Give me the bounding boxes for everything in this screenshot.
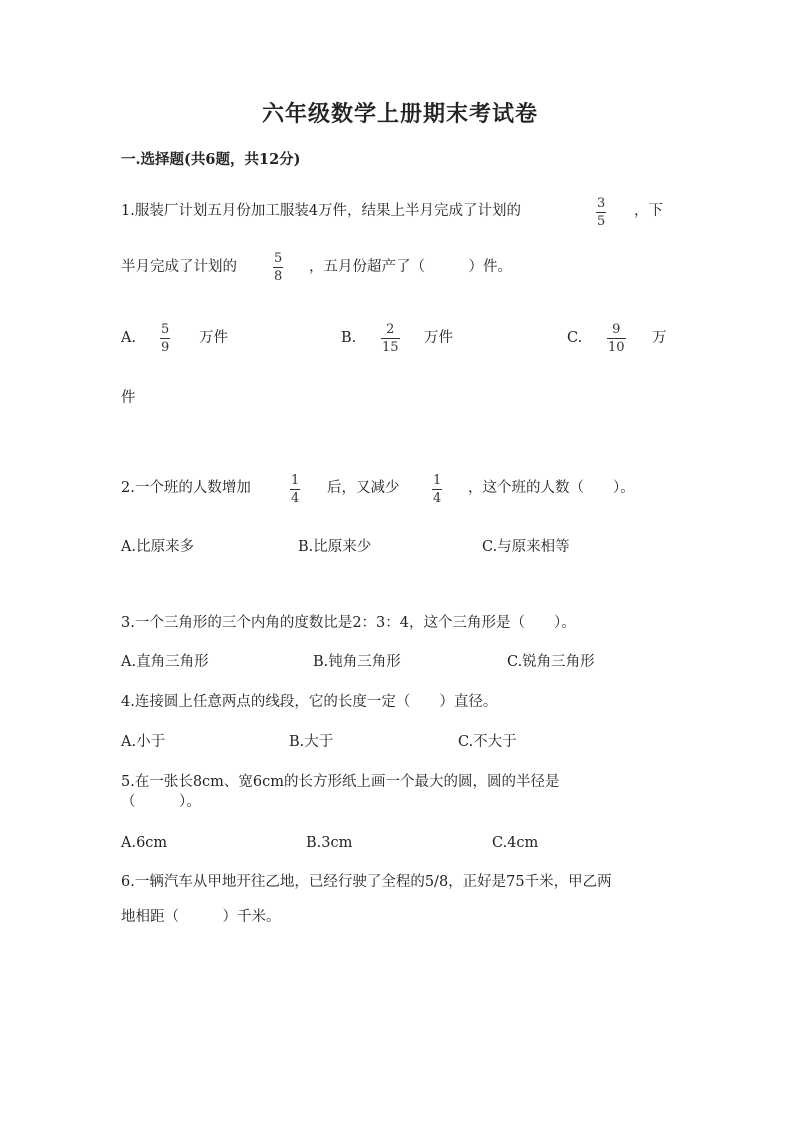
q2-text-2: 后，又减少 — [327, 480, 400, 496]
q1-line1-text: 1.服装厂计划五月份加工服装4万件，结果上半月完成了计划的 — [121, 203, 522, 219]
fraction-denominator: 10 — [608, 340, 625, 355]
fraction-bar — [607, 338, 626, 339]
q3-option-a[interactable]: A.直角三角形 — [121, 654, 209, 670]
q4-option-c[interactable]: C.不大于 — [458, 734, 517, 750]
q2-fraction-2 — [432, 473, 442, 506]
q1-option-b-unit: 万件 — [424, 330, 453, 346]
q1-fraction-2 — [273, 251, 283, 284]
q1-option-c-label[interactable]: C. — [567, 330, 583, 346]
q2-option-a[interactable]: A.比原来多 — [121, 539, 195, 555]
q4-option-b[interactable]: B.大于 — [289, 734, 334, 750]
q3-option-c[interactable]: C.锐角三角形 — [507, 654, 595, 670]
q1-line1-tail: ，下 — [634, 203, 663, 219]
fraction-numerator: 5 — [161, 322, 170, 337]
fraction-bar — [160, 338, 170, 339]
q5-line-1: 5.在一张长8cm、宽6cm的长方形纸上画一个最大的圆，圆的半径是 — [121, 774, 560, 790]
page-title: 六年级数学上册期末考试卷 — [261, 101, 538, 127]
q1-option-a-fraction — [160, 322, 170, 355]
fraction-numerator: 1 — [291, 473, 300, 488]
q1-option-c-unit: 万 — [652, 330, 667, 346]
q1-option-a-label[interactable]: A. — [121, 330, 137, 346]
q3-option-b[interactable]: B.钝角三角形 — [313, 654, 401, 670]
q1-fraction-1 — [596, 196, 606, 229]
fraction-bar — [432, 489, 442, 490]
q1-option-b-label[interactable]: B. — [341, 330, 357, 346]
q2-text-3: ，这个班的人数（ ）。 — [468, 480, 635, 496]
q6-line-2: 地相距（ ）千米。 — [121, 909, 281, 925]
q1-option-c-fraction — [607, 322, 626, 355]
q1-option-b-fraction — [381, 322, 400, 355]
fraction-denominator: 4 — [433, 491, 442, 506]
q1-line2-tail: ，五月份超产了（ ）件。 — [309, 259, 512, 275]
fraction-bar — [381, 338, 400, 339]
q5-option-b[interactable]: B.3cm — [306, 835, 353, 851]
q4-option-a[interactable]: A.小于 — [121, 734, 166, 750]
fraction-bar — [596, 212, 606, 213]
q3-text: 3.一个三角形的三个内角的度数比是2：3：4，这个三角形是（ ）。 — [121, 615, 576, 631]
q5-option-a[interactable]: A.6cm — [121, 835, 168, 851]
q1-option-a-unit: 万件 — [199, 330, 228, 346]
fraction-denominator: 5 — [597, 214, 606, 229]
fraction-denominator: 8 — [274, 269, 283, 284]
fraction-denominator: 4 — [291, 491, 300, 506]
q1-line2-text: 半月完成了计划的 — [121, 259, 237, 275]
q2-option-c[interactable]: C.与原来相等 — [482, 539, 570, 555]
q5-line-2: （ ）。 — [121, 794, 201, 810]
fraction-numerator: 1 — [433, 473, 442, 488]
q2-fraction-1 — [290, 473, 300, 506]
fraction-denominator: 9 — [161, 340, 170, 355]
fraction-numerator: 2 — [386, 322, 395, 337]
fraction-numerator: 5 — [274, 251, 283, 266]
fraction-denominator: 15 — [382, 340, 399, 355]
fraction-bar — [273, 267, 283, 268]
q2-option-b[interactable]: B.比原来少 — [298, 539, 372, 555]
fraction-numerator: 9 — [612, 322, 621, 337]
section-heading: 一.选择题(共6题，共12分) — [121, 151, 301, 168]
q5-option-c[interactable]: C.4cm — [492, 835, 539, 851]
q4-text: 4.连接圆上任意两点的线段，它的长度一定（ ）直径。 — [121, 694, 498, 710]
fraction-numerator: 3 — [597, 196, 606, 211]
q6-line-1: 6.一辆汽车从甲地开往乙地，已经行驶了全程的5/8，正好是75千米，甲乙两 — [121, 874, 612, 890]
fraction-bar — [290, 489, 300, 490]
q1-option-c-unit-wrap: 件 — [121, 390, 136, 406]
q2-text-1: 2.一个班的人数增加 — [121, 480, 251, 496]
